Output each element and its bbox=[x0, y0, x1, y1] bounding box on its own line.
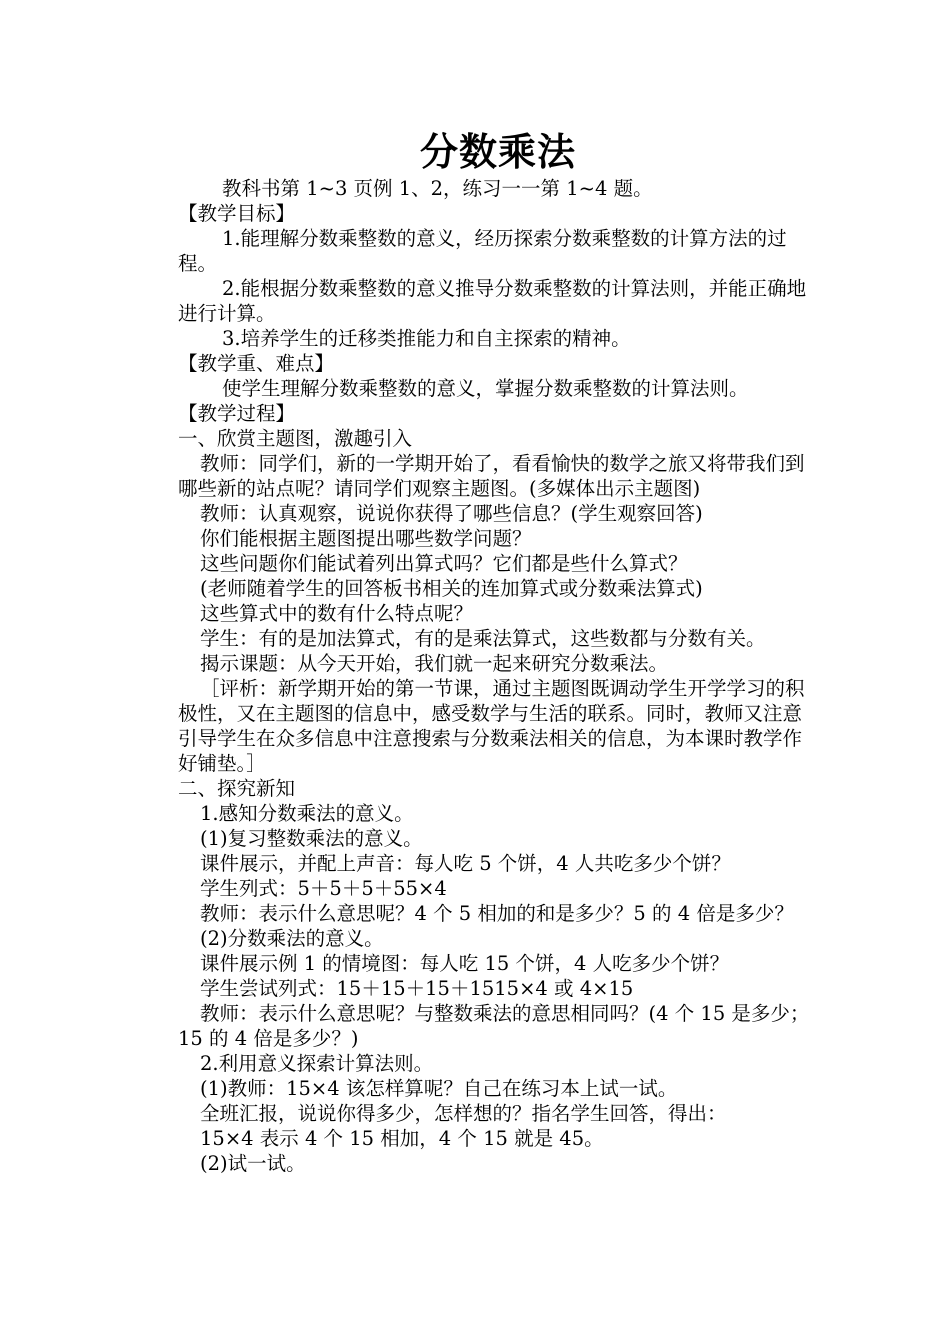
document-title: 分数乘法 bbox=[419, 130, 576, 174]
paragraph: 教师：表示什么意思呢？与整数乘法的意思相同吗？(4 个 15 是多少；15 的 4 倍是多少？) bbox=[178, 1002, 810, 1050]
document-body bbox=[178, 176, 818, 1176]
paragraph: 【教学重、难点】 bbox=[178, 352, 335, 375]
paragraph: (2)试一试。 bbox=[200, 1152, 306, 1175]
paragraph: 使学生理解分数乘整数的意义，掌握分数乘整数的计算法则。 bbox=[222, 377, 749, 400]
paragraph: 学生：有的是加法算式，有的是乘法算式，这些数都与分数有关。 bbox=[200, 627, 766, 650]
paragraph: 全班汇报，说说你得多少，怎样想的？指名学生回答，得出： bbox=[200, 1102, 727, 1125]
paragraph: 教师：同学们，新的一学期开始了，看看愉快的数学之旅又将带我们到哪些新的站点呢？请同学们观察主题图。(多媒体出示主题图) bbox=[178, 452, 805, 500]
document-page bbox=[178, 128, 818, 1176]
paragraph: 学生尝试列式：15＋15＋15＋1515×4 或 4×15 bbox=[200, 977, 634, 1000]
paragraph: 2.能根据分数乘整数的意义推导分数乘整数的计算法则，并能正确地进行计算。 bbox=[178, 277, 807, 325]
paragraph: 教科书第 1~3 页例 1、2，练习一一第 1~4 题。 bbox=[222, 177, 653, 200]
paragraph: 你们能根据主题图提出哪些数学问题？ bbox=[200, 527, 532, 550]
paragraph: 课件展示，并配上声音：每人吃 5 个饼，4 人共吃多少个饼？ bbox=[200, 852, 731, 875]
paragraph: (2)分数乘法的意义。 bbox=[200, 927, 384, 950]
paragraph: (1)复习整数乘法的意义。 bbox=[200, 827, 423, 850]
paragraph: (老师随着学生的回答板书相关的连加算式或分数乘法算式) bbox=[200, 577, 703, 600]
paragraph: 教师：认真观察，说说你获得了哪些信息？(学生观察回答) bbox=[200, 502, 703, 525]
paragraph: 1.感知分数乘法的意义。 bbox=[200, 802, 414, 825]
paragraph: 1.能理解分数乘整数的意义，经历探索分数乘整数的计算方法的过程。 bbox=[178, 227, 787, 275]
paragraph: 2.利用意义探索计算法则。 bbox=[200, 1052, 434, 1075]
paragraph: 【教学目标】 bbox=[178, 202, 296, 225]
paragraph: 二、探究新知 bbox=[178, 777, 296, 800]
paragraph: 课件展示例 1 的情境图：每人吃 15 个饼，4 人吃多少个饼？ bbox=[200, 952, 730, 975]
paragraph: 教师：表示什么意思呢？4 个 5 相加的和是多少？5 的 4 倍是多少？ bbox=[200, 902, 794, 925]
paragraph: ［评析：新学期开始的第一节课，通过主题图既调动学生开学学习的积极性，又在主题图的信息中，感受数学与生活的联系。同时，教师又注意引导学生在众多信息中注意搜索与分数乘法相关的信息，为本课时教学作好铺垫。］ bbox=[178, 677, 805, 775]
paragraph: (1)教师：15×4 该怎样算呢？自己在练习本上试一试。 bbox=[200, 1077, 678, 1100]
paragraph: 揭示课题：从今天开始，我们就一起来研究分数乘法。 bbox=[200, 652, 669, 675]
paragraph: 一、欣赏主题图，激趣引入 bbox=[178, 427, 413, 450]
paragraph: 15×4 表示 4 个 15 相加，4 个 15 就是 45。 bbox=[200, 1127, 604, 1150]
paragraph: 3.培养学生的迁移类推能力和自主探索的精神。 bbox=[222, 327, 631, 350]
paragraph: 学生列式：5＋5＋5＋55×4 bbox=[200, 877, 447, 900]
paragraph: 这些算式中的数有什么特点呢？ bbox=[200, 602, 474, 625]
paragraph: 【教学过程】 bbox=[178, 402, 296, 425]
paragraph: 这些问题你们能试着列出算式吗？它们都是些什么算式？ bbox=[200, 552, 688, 575]
